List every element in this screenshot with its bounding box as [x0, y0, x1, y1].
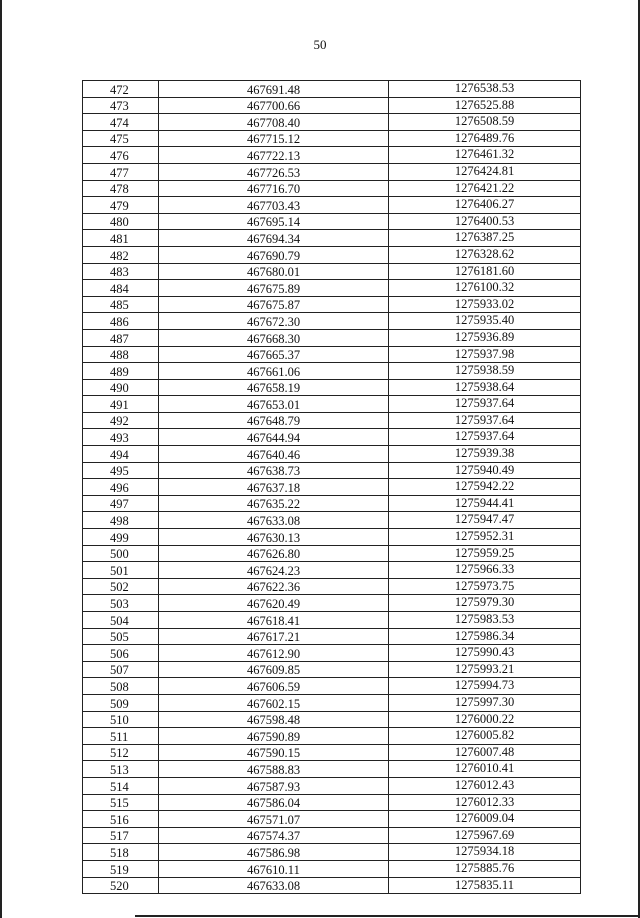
point-number-cell: 503 [83, 595, 159, 612]
point-number-cell: 501 [83, 562, 159, 579]
x-coordinate-cell: 467665.37 [159, 346, 389, 363]
coordinates-table [82, 80, 581, 894]
table-row [83, 744, 581, 761]
point-number-cell: 485 [83, 296, 159, 313]
x-coordinate-cell: 467586.98 [159, 844, 389, 861]
table-row [83, 694, 581, 711]
point-number-cell: 482 [83, 246, 159, 263]
x-coordinate-cell: 467635.22 [159, 495, 389, 512]
point-number-cell: 480 [83, 213, 159, 230]
point-number-cell: 508 [83, 678, 159, 695]
y-coordinate-cell: 1275835.11 [389, 877, 581, 894]
point-number-cell: 490 [83, 379, 159, 396]
table-row [83, 645, 581, 662]
y-coordinate-cell: 1276009.04 [389, 811, 581, 828]
table-row [83, 761, 581, 778]
y-coordinate-cell: 1275959.25 [389, 545, 581, 562]
y-coordinate-cell: 1275997.30 [389, 694, 581, 711]
y-coordinate-cell: 1275952.31 [389, 529, 581, 546]
y-coordinate-cell: 1276000.22 [389, 711, 581, 728]
y-coordinate-cell: 1275942.22 [389, 479, 581, 496]
point-number-cell: 519 [83, 860, 159, 877]
point-number-cell: 515 [83, 794, 159, 811]
y-coordinate-cell: 1275938.64 [389, 379, 581, 396]
table-row [83, 446, 581, 463]
table-row [83, 363, 581, 380]
x-coordinate-cell: 467668.30 [159, 329, 389, 346]
y-coordinate-cell: 1276424.81 [389, 163, 581, 180]
table-row [83, 379, 581, 396]
x-coordinate-cell: 467675.89 [159, 280, 389, 297]
point-number-cell: 502 [83, 578, 159, 595]
table-row [83, 495, 581, 512]
table-row [83, 163, 581, 180]
x-coordinate-cell: 467630.13 [159, 529, 389, 546]
y-coordinate-cell: 1275940.49 [389, 462, 581, 479]
x-coordinate-cell: 467633.08 [159, 877, 389, 894]
table-row [83, 628, 581, 645]
point-number-cell: 512 [83, 744, 159, 761]
table-row [83, 794, 581, 811]
x-coordinate-cell: 467626.80 [159, 545, 389, 562]
x-coordinate-cell: 467638.73 [159, 462, 389, 479]
table-row [83, 728, 581, 745]
point-number-cell: 492 [83, 412, 159, 429]
point-number-cell: 489 [83, 363, 159, 380]
y-coordinate-cell: 1275994.73 [389, 678, 581, 695]
point-number-cell: 498 [83, 512, 159, 529]
y-coordinate-cell: 1275938.59 [389, 363, 581, 380]
x-coordinate-cell: 467624.23 [159, 562, 389, 579]
table-row [83, 860, 581, 877]
table-row [83, 661, 581, 678]
point-number-cell: 473 [83, 97, 159, 114]
x-coordinate-cell: 467648.79 [159, 412, 389, 429]
table-row [83, 578, 581, 595]
x-coordinate-cell: 467586.04 [159, 794, 389, 811]
table-row [83, 81, 581, 98]
point-number-cell: 497 [83, 495, 159, 512]
point-number-cell: 505 [83, 628, 159, 645]
x-coordinate-cell: 467587.93 [159, 777, 389, 794]
x-coordinate-cell: 467633.08 [159, 512, 389, 529]
y-coordinate-cell: 1275967.69 [389, 827, 581, 844]
x-coordinate-cell: 467588.83 [159, 761, 389, 778]
y-coordinate-cell: 1276489.76 [389, 130, 581, 147]
y-coordinate-cell: 1276406.27 [389, 197, 581, 214]
y-coordinate-cell: 1275993.21 [389, 661, 581, 678]
point-number-cell: 510 [83, 711, 159, 728]
point-number-cell: 507 [83, 661, 159, 678]
x-coordinate-cell: 467694.34 [159, 230, 389, 247]
x-coordinate-cell: 467644.94 [159, 429, 389, 446]
y-coordinate-cell: 1275979.30 [389, 595, 581, 612]
x-coordinate-cell: 467590.89 [159, 728, 389, 745]
point-number-cell: 486 [83, 313, 159, 330]
x-coordinate-cell: 467640.46 [159, 446, 389, 463]
y-coordinate-cell: 1276012.33 [389, 794, 581, 811]
x-coordinate-cell: 467602.15 [159, 694, 389, 711]
table-row [83, 811, 581, 828]
table-row [83, 130, 581, 147]
table-row [83, 462, 581, 479]
y-coordinate-cell: 1276005.82 [389, 728, 581, 745]
y-coordinate-cell: 1276100.32 [389, 280, 581, 297]
table-row [83, 180, 581, 197]
table-row [83, 844, 581, 861]
x-coordinate-cell: 467716.70 [159, 180, 389, 197]
x-coordinate-cell: 467617.21 [159, 628, 389, 645]
point-number-cell: 520 [83, 877, 159, 894]
table-row [83, 412, 581, 429]
table-row [83, 612, 581, 629]
y-coordinate-cell: 1276508.59 [389, 114, 581, 131]
y-coordinate-cell: 1275937.64 [389, 412, 581, 429]
y-coordinate-cell: 1275986.34 [389, 628, 581, 645]
table-row [83, 147, 581, 164]
x-coordinate-cell: 467658.19 [159, 379, 389, 396]
y-coordinate-cell: 1276538.53 [389, 81, 581, 98]
point-number-cell: 494 [83, 446, 159, 463]
table-row [83, 827, 581, 844]
table-row [83, 97, 581, 114]
table-row [83, 595, 581, 612]
table-row [83, 396, 581, 413]
table-row [83, 545, 581, 562]
point-number-cell: 487 [83, 329, 159, 346]
y-coordinate-cell: 1276387.25 [389, 230, 581, 247]
point-number-cell: 513 [83, 761, 159, 778]
x-coordinate-cell: 467675.87 [159, 296, 389, 313]
table-row [83, 296, 581, 313]
x-coordinate-cell: 467612.90 [159, 645, 389, 662]
x-coordinate-cell: 467691.48 [159, 81, 389, 98]
point-number-cell: 517 [83, 827, 159, 844]
scan-edge-left [0, 0, 2, 918]
table-row [83, 313, 581, 330]
x-coordinate-cell: 467661.06 [159, 363, 389, 380]
page-number: 50 [313, 37, 327, 52]
scan-edge-bottom [135, 915, 640, 917]
x-coordinate-cell: 467726.53 [159, 163, 389, 180]
point-number-cell: 488 [83, 346, 159, 363]
y-coordinate-cell: 1275990.43 [389, 645, 581, 662]
x-coordinate-cell: 467637.18 [159, 479, 389, 496]
table-row [83, 777, 581, 794]
x-coordinate-cell: 467618.41 [159, 612, 389, 629]
table-row [83, 246, 581, 263]
point-number-cell: 504 [83, 612, 159, 629]
table-row [83, 197, 581, 214]
y-coordinate-cell: 1276461.32 [389, 147, 581, 164]
x-coordinate-cell: 467622.36 [159, 578, 389, 595]
table-row [83, 114, 581, 131]
table-row [83, 230, 581, 247]
x-coordinate-cell: 467708.40 [159, 114, 389, 131]
coordinates-table-body [83, 81, 581, 894]
point-number-cell: 472 [83, 81, 159, 98]
point-number-cell: 518 [83, 844, 159, 861]
point-number-cell: 478 [83, 180, 159, 197]
point-number-cell: 477 [83, 163, 159, 180]
y-coordinate-cell: 1275935.40 [389, 313, 581, 330]
table-row [83, 280, 581, 297]
table-row [83, 213, 581, 230]
table-row [83, 429, 581, 446]
y-coordinate-cell: 1276525.88 [389, 97, 581, 114]
table-row [83, 346, 581, 363]
y-coordinate-cell: 1275939.38 [389, 446, 581, 463]
table-row [83, 263, 581, 280]
point-number-cell: 491 [83, 396, 159, 413]
point-number-cell: 481 [83, 230, 159, 247]
y-coordinate-cell: 1276007.48 [389, 744, 581, 761]
y-coordinate-cell: 1275983.53 [389, 612, 581, 629]
x-coordinate-cell: 467590.15 [159, 744, 389, 761]
y-coordinate-cell: 1275973.75 [389, 578, 581, 595]
x-coordinate-cell: 467598.48 [159, 711, 389, 728]
y-coordinate-cell: 1276010.41 [389, 761, 581, 778]
x-coordinate-cell: 467620.49 [159, 595, 389, 612]
point-number-cell: 479 [83, 197, 159, 214]
y-coordinate-cell: 1275937.98 [389, 346, 581, 363]
table-row [83, 329, 581, 346]
x-coordinate-cell: 467700.66 [159, 97, 389, 114]
table-row [83, 512, 581, 529]
point-number-cell: 509 [83, 694, 159, 711]
y-coordinate-cell: 1275934.18 [389, 844, 581, 861]
y-coordinate-cell: 1276328.62 [389, 246, 581, 263]
point-number-cell: 514 [83, 777, 159, 794]
table-row [83, 711, 581, 728]
point-number-cell: 474 [83, 114, 159, 131]
point-number-cell: 495 [83, 462, 159, 479]
point-number-cell: 484 [83, 280, 159, 297]
x-coordinate-cell: 467574.37 [159, 827, 389, 844]
point-number-cell: 516 [83, 811, 159, 828]
y-coordinate-cell: 1275937.64 [389, 396, 581, 413]
x-coordinate-cell: 467690.79 [159, 246, 389, 263]
x-coordinate-cell: 467653.01 [159, 396, 389, 413]
point-number-cell: 496 [83, 479, 159, 496]
x-coordinate-cell: 467703.43 [159, 197, 389, 214]
y-coordinate-cell: 1275936.89 [389, 329, 581, 346]
point-number-cell: 493 [83, 429, 159, 446]
y-coordinate-cell: 1275937.64 [389, 429, 581, 446]
table-row [83, 877, 581, 894]
point-number-cell: 500 [83, 545, 159, 562]
x-coordinate-cell: 467610.11 [159, 860, 389, 877]
x-coordinate-cell: 467672.30 [159, 313, 389, 330]
y-coordinate-cell: 1276400.53 [389, 213, 581, 230]
point-number-cell: 475 [83, 130, 159, 147]
x-coordinate-cell: 467606.59 [159, 678, 389, 695]
y-coordinate-cell: 1275966.33 [389, 562, 581, 579]
point-number-cell: 483 [83, 263, 159, 280]
x-coordinate-cell: 467695.14 [159, 213, 389, 230]
x-coordinate-cell: 467715.12 [159, 130, 389, 147]
x-coordinate-cell: 467609.85 [159, 661, 389, 678]
x-coordinate-cell: 467680.01 [159, 263, 389, 280]
table-row [83, 562, 581, 579]
table-row [83, 529, 581, 546]
x-coordinate-cell: 467722.13 [159, 147, 389, 164]
y-coordinate-cell: 1275947.47 [389, 512, 581, 529]
point-number-cell: 506 [83, 645, 159, 662]
y-coordinate-cell: 1276421.22 [389, 180, 581, 197]
point-number-cell: 476 [83, 147, 159, 164]
point-number-cell: 511 [83, 728, 159, 745]
table-row [83, 479, 581, 496]
point-number-cell: 499 [83, 529, 159, 546]
y-coordinate-cell: 1276181.60 [389, 263, 581, 280]
y-coordinate-cell: 1275885.76 [389, 860, 581, 877]
y-coordinate-cell: 1275933.02 [389, 296, 581, 313]
table-row [83, 678, 581, 695]
y-coordinate-cell: 1275944.41 [389, 495, 581, 512]
x-coordinate-cell: 467571.07 [159, 811, 389, 828]
y-coordinate-cell: 1276012.43 [389, 777, 581, 794]
